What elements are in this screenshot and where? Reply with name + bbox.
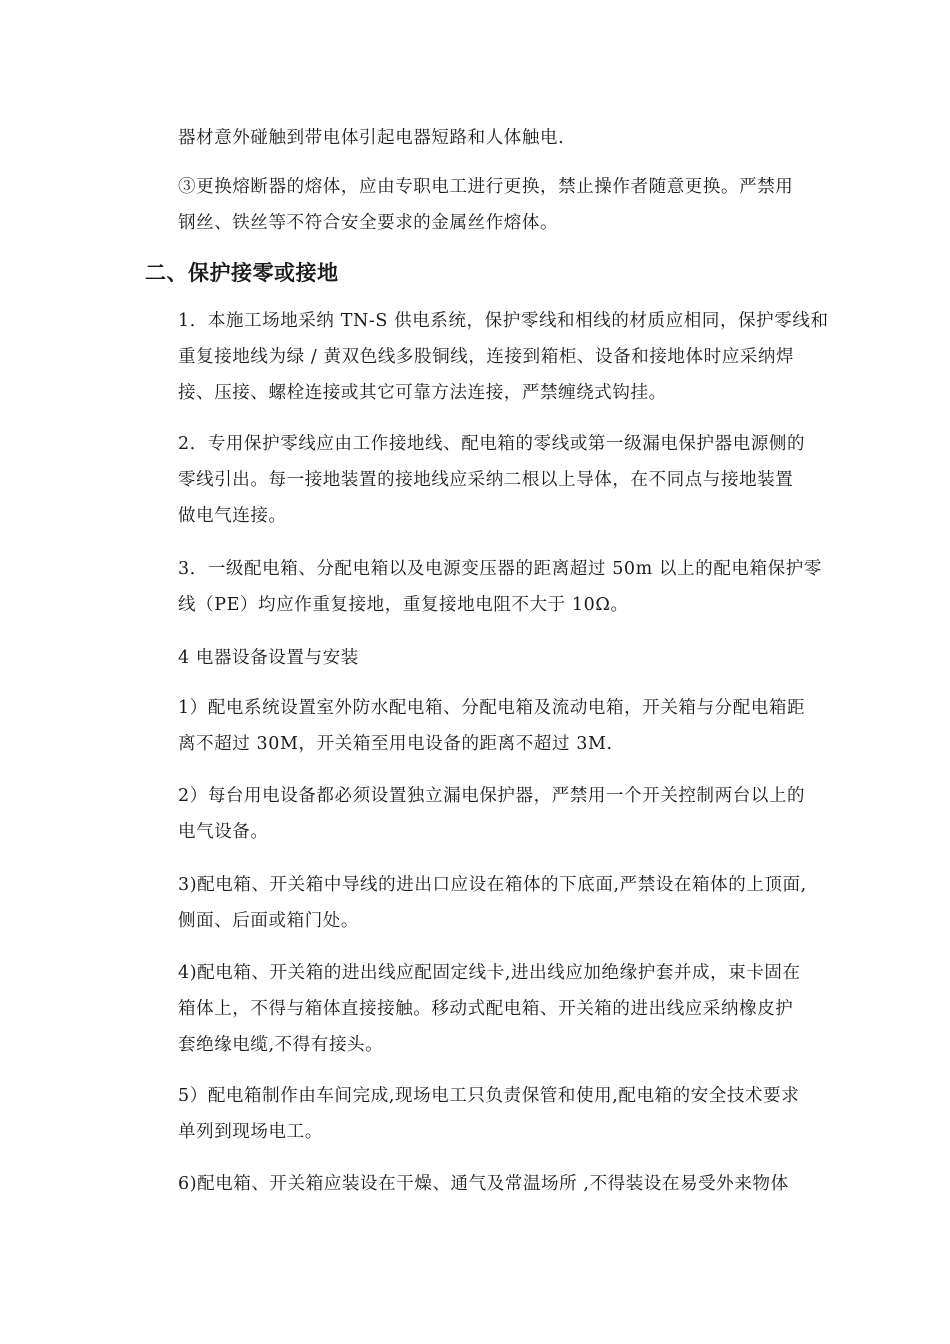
text-line: 器材意外碰触到带电体引起电器短路和人体触电. bbox=[178, 128, 565, 148]
paragraph-electrical-contact bbox=[178, 120, 850, 156]
text-line: 2．专用保护零线应由工作接地线、配电箱的零线或第一级漏电保护器电源侧的 bbox=[178, 434, 806, 454]
text-line: 做电气连接。 bbox=[178, 506, 287, 526]
paragraph-subitem-6 bbox=[178, 1166, 850, 1202]
paragraph-item-2 bbox=[178, 426, 850, 534]
paragraph-item-1 bbox=[178, 303, 850, 411]
paragraph-subitem-1 bbox=[178, 690, 850, 762]
paragraph-subitem-2 bbox=[178, 778, 850, 850]
text-line: 离不超过 30M，开关箱至用电设备的距离不超过 3M. bbox=[178, 734, 613, 754]
text-line: 零线引出。每一接地装置的接地线应采纳二根以上导体，在不同点与接地装置 bbox=[178, 470, 794, 490]
text-line: 钢丝、铁丝等不符合安全要求的金属丝作熔体。 bbox=[178, 213, 559, 233]
paragraph-subitem-3 bbox=[178, 867, 850, 939]
text-line: 单列到现场电工。 bbox=[178, 1122, 323, 1142]
text-line: 侧面、后面或箱门处。 bbox=[178, 911, 359, 931]
paragraph-subitem-5 bbox=[178, 1078, 850, 1150]
text-line: 6)配电箱、开关箱应装设在干燥、通气及常温场所 ,不得装设在易受外来物体 bbox=[178, 1174, 789, 1194]
text-line: 接、压接、螺栓连接或其它可靠方法连接，严禁缠绕式钩挂。 bbox=[178, 383, 667, 403]
paragraph-subitem-4 bbox=[178, 955, 850, 1063]
text-line: 3．一级配电箱、分配电箱以及电源变压器的距离超过 50m 以上的配电箱保护零 bbox=[178, 559, 822, 579]
text-line: 2）每台用电设备都必须设置独立漏电保护器，严禁用一个开关控制两台以上的 bbox=[178, 786, 806, 806]
text-line: 重复接地线为绿 / 黄双色线多股铜线，连接到箱柜、设备和接地体时应采纳焊 bbox=[178, 347, 795, 367]
paragraph-fuse-replacement bbox=[178, 169, 850, 241]
paragraph-item-4-title bbox=[178, 640, 850, 676]
text-line: 箱体上，不得与箱体直接接触。移动式配电箱、开关箱的进出线应采纳橡皮护 bbox=[178, 999, 794, 1019]
section-heading: 二、保护接零或接地 bbox=[145, 261, 339, 285]
text-line: 1．本施工场地采纳 TN-S 供电系统，保护零线和相线的材质应相同，保护零线和 bbox=[178, 311, 829, 331]
text-line: ③更换熔断器的熔体，应由专职电工进行更换，禁止操作者随意更换。严禁用 bbox=[178, 177, 794, 197]
text-line: 4)配电箱、开关箱的进出线应配固定线卡,进出线应加绝缘护套并成，束卡固在 bbox=[178, 963, 801, 983]
paragraph-item-3 bbox=[178, 551, 850, 623]
text-line: 5）配电箱制作由车间完成,现场电工只负责保管和使用,配电箱的安全技术要求 bbox=[178, 1086, 800, 1106]
text-line: 套绝缘电缆,不得有接头。 bbox=[178, 1035, 384, 1055]
text-line: 1）配电系统设置室外防水配电箱、分配电箱及流动电箱，开关箱与分配电箱距 bbox=[178, 698, 806, 718]
text-line: 4 电器设备设置与安装 bbox=[178, 648, 359, 668]
text-line: 线（PE）均应作重复接地，重复接地电阻不大于 10Ω。 bbox=[178, 595, 629, 615]
text-line: 电气设备。 bbox=[178, 822, 269, 842]
text-line: 3)配电箱、开关箱中导线的进出口应设在箱体的下底面,严禁设在箱体的上顶面, bbox=[178, 875, 807, 895]
